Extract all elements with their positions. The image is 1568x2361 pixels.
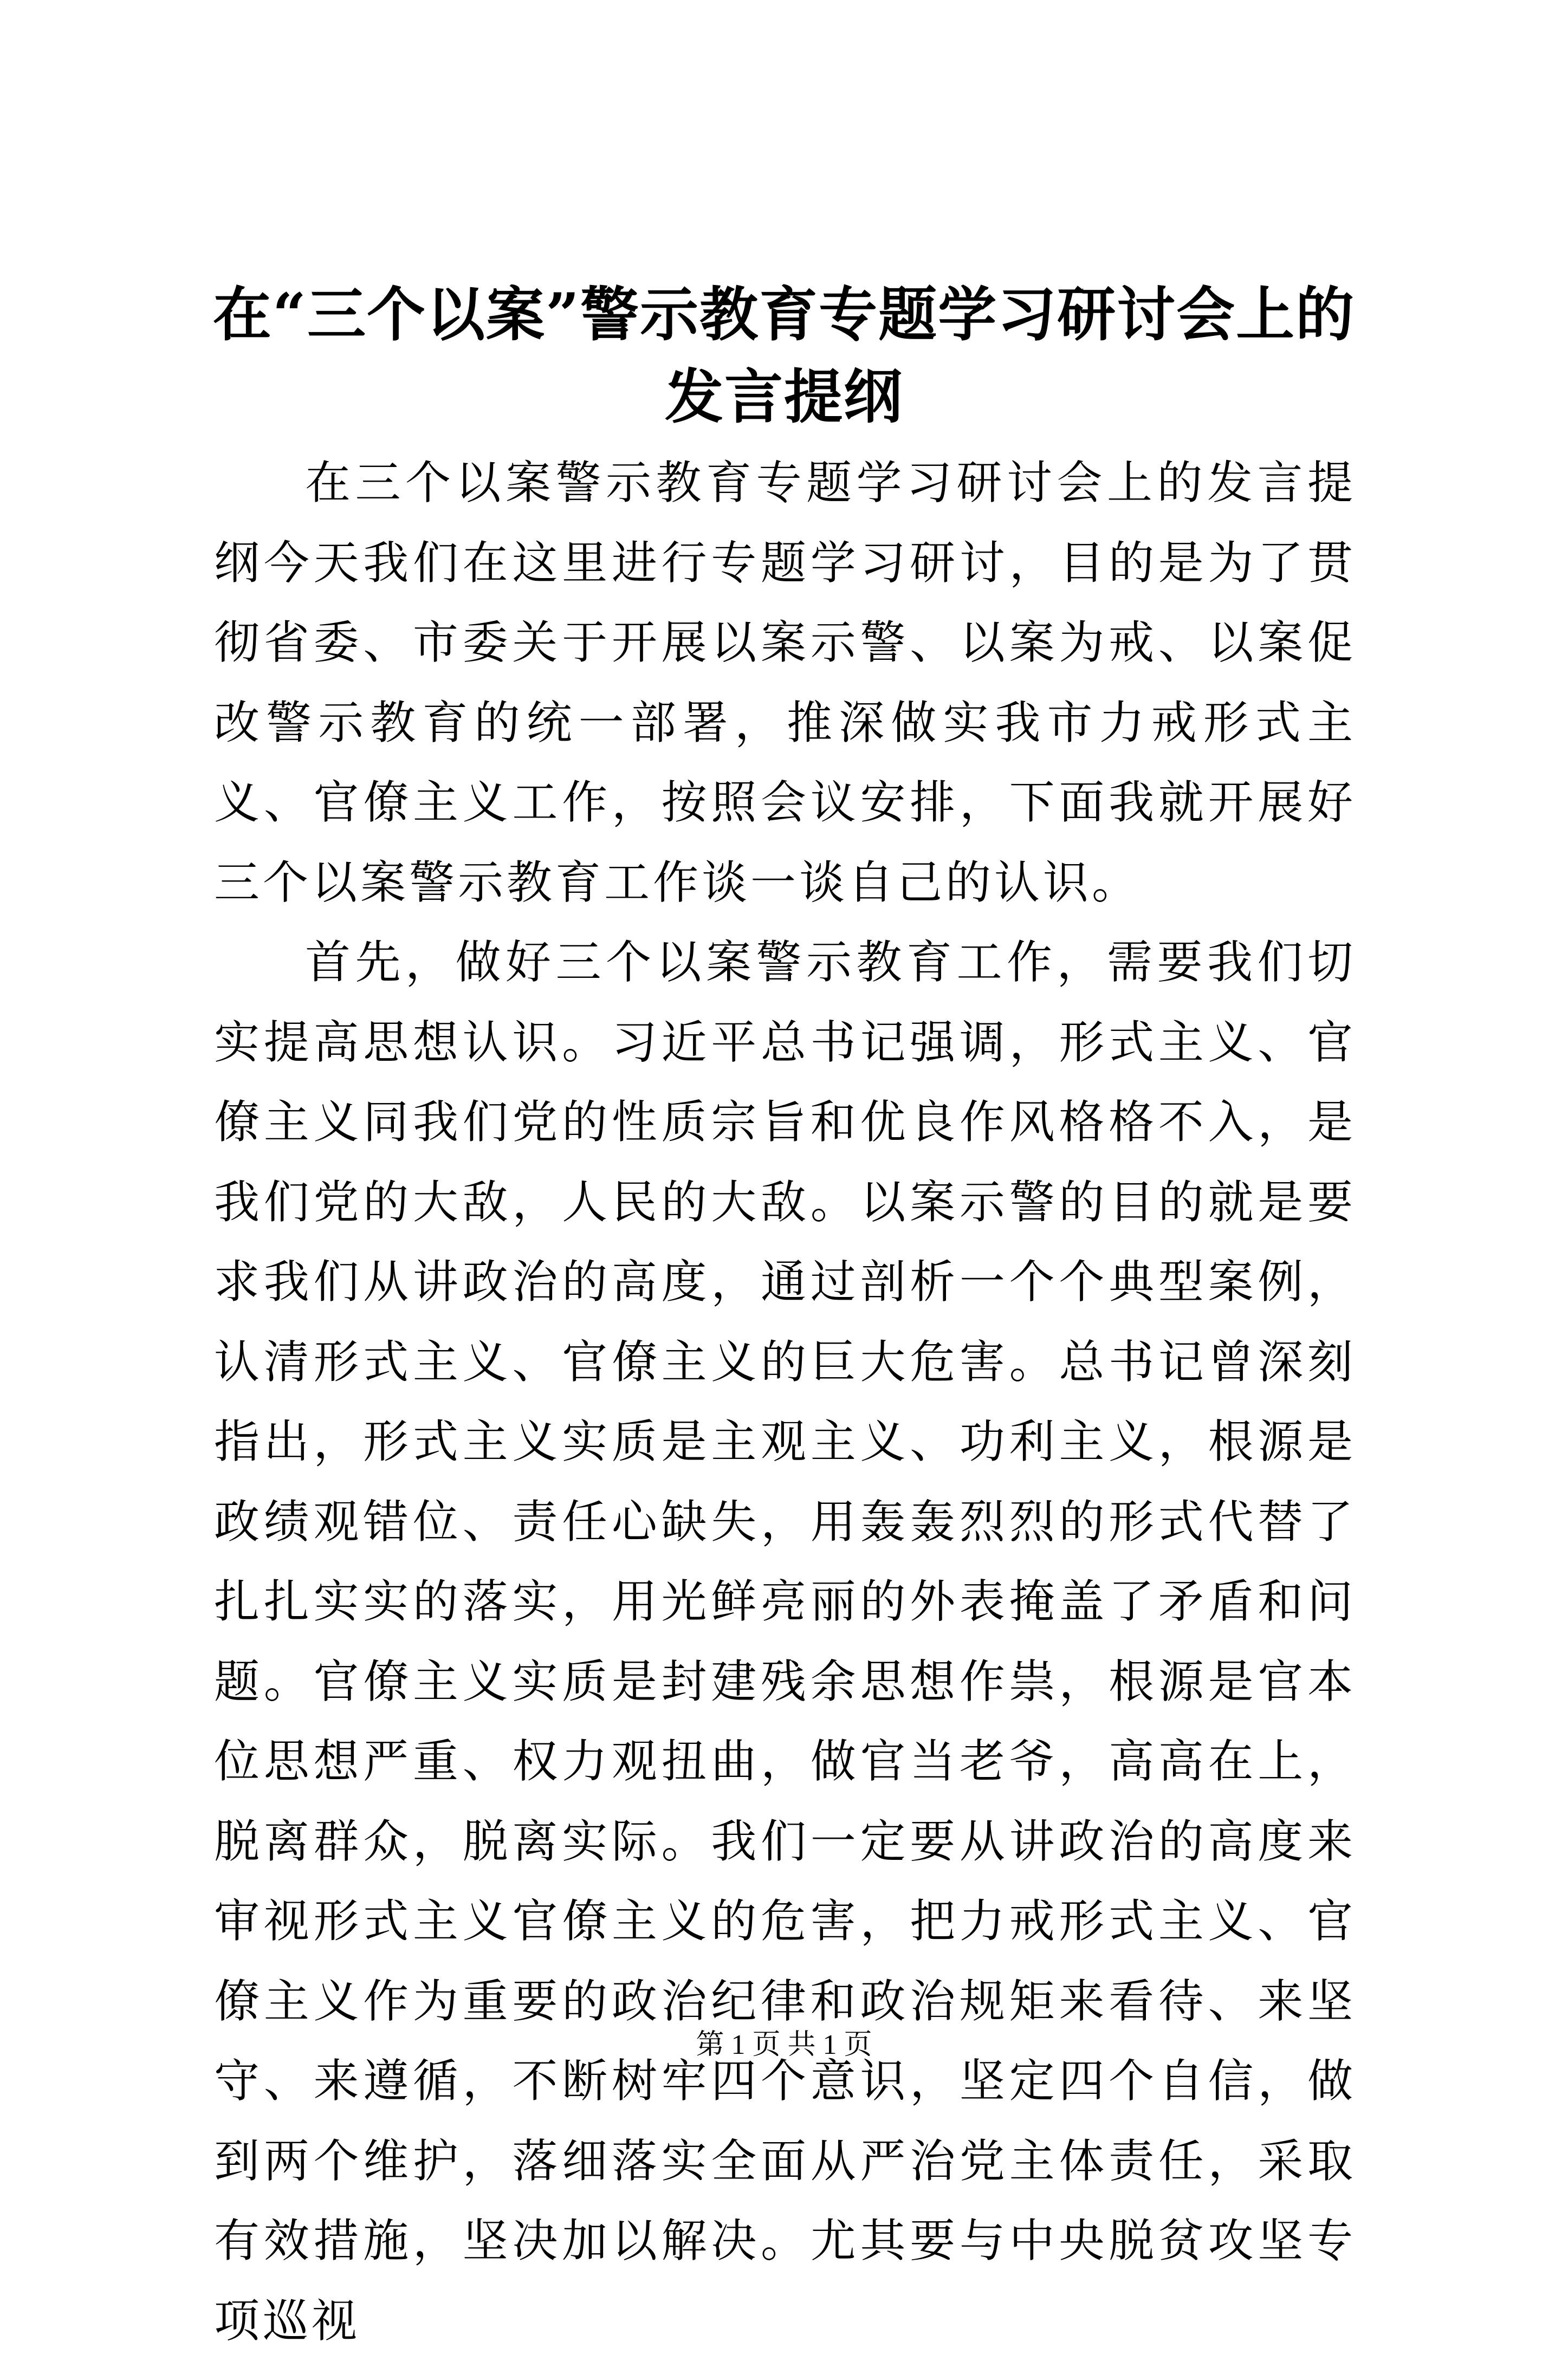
paragraph: 首先，做好三个以案警示教育工作，需要我们切实提高思想认识。习近平总书记强调，形式主义、官僚主义同我们党的性质宗旨和优良作风格格不入，是我们党的大敌，人民的大敌。以案示警的目的就是要求我们从讲政治的高度，通过剖析一个个典型案例，认清形式主义、官僚主义的巨大危害。总书记曾深刻指出，形式主义实质是主观主义、功利主义，根源是政绩观错位、责任心缺失，用轰轰烈烈的形式代替了扎扎实实的落实，用光鲜亮丽的外表掩盖了矛盾和问题。官僚主义实质是封建残余思想作祟，根源是官本位思想严重、权力观扭曲，做官当老爷，高高在上，脱离群众，脱离实际。我们一定要从讲政治的高度来审视形式主义官僚主义的危害，把力戒形式主义、官僚主义作为重要的政治纪律和政治规矩来看待、来坚守、来遵循，不断树牢四个意识，坚定四个自信，做到两个维护，落细落实全面从严治党主体责任，采取有效措施，坚决加以解决。尤其要与中央脱贫攻坚专项巡视 [214, 936, 1356, 2347]
title-line-2: 发言提纲 [664, 363, 903, 431]
page-footer: 第 1 页 共 1 页 [696, 2029, 872, 2060]
title-line-1: 在“三个以案”警示教育专题学习研讨会上的 [212, 281, 1356, 349]
paragraph: 在三个以案警示教育专题学习研讨会上的发言提纲今天我们在这里进行专题学习研讨，目的是为了贯彻省委、市委关于开展以案示警、以案为戒、以案促改警示教育的统一部署，推深做实我市力戒形式主义、官僚主义工作，按照会议安排，下面我就开展好三个以案警示教育工作谈一谈自己的认识。 [214, 456, 1356, 909]
document-title [163, 274, 1405, 438]
document-body [214, 443, 1356, 2361]
